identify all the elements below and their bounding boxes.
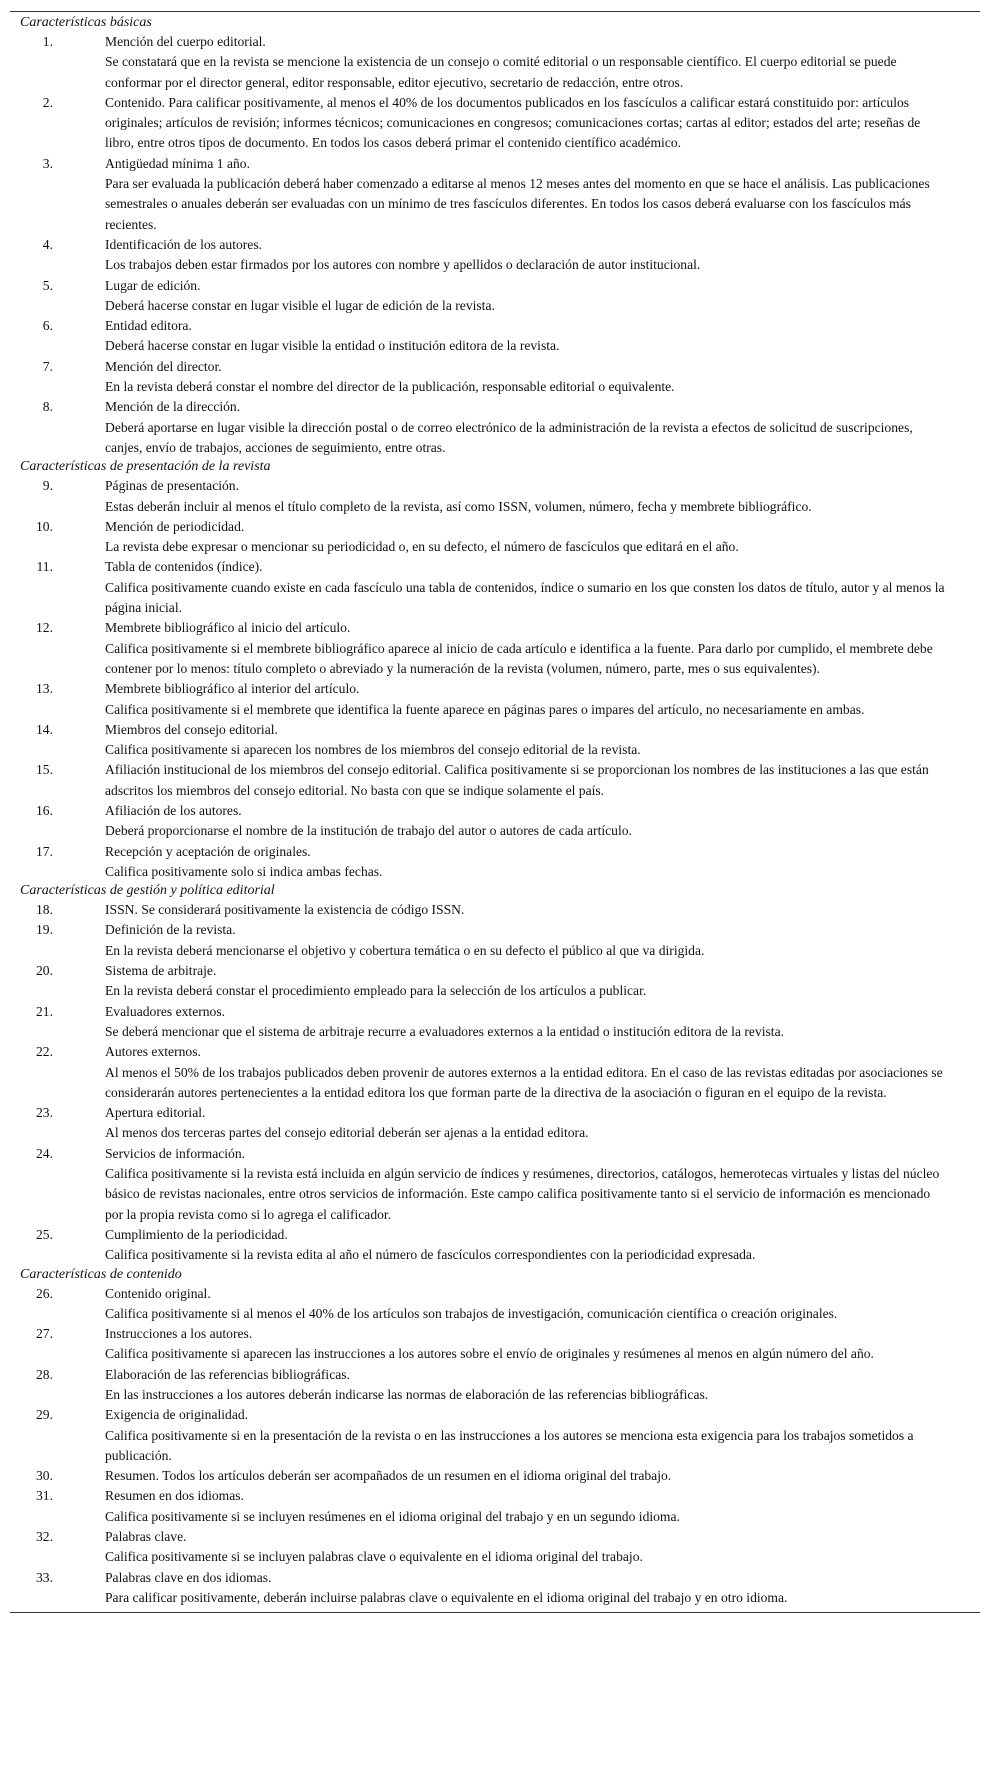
criterion-item (10, 842, 980, 883)
criterion-number: 32. (36, 1529, 53, 1545)
criterion-title: Mención de periodicidad. (105, 518, 245, 534)
criterion-title: Recepción y aceptación de originales. (105, 843, 311, 859)
criterion-title: Mención de la dirección. (105, 399, 241, 415)
criteria-table (10, 11, 980, 1613)
criterion-number: 21. (36, 1003, 53, 1019)
section-title: Características básicas (20, 15, 152, 30)
criterion-title: Resumen en dos idiomas. (105, 1488, 244, 1504)
criterion-number: 5. (42, 277, 53, 293)
criterion-body (105, 1486, 950, 1527)
criterion-body (105, 1527, 950, 1568)
criterion-body (105, 760, 950, 801)
criterion-item (10, 397, 980, 458)
criterion-item (10, 1284, 980, 1325)
criterion-item (10, 1568, 980, 1609)
section-title: Características de contenido (20, 1266, 182, 1282)
criterion-description: Califica positivamente si se incluyen palabras clave o equivalente en el idioma original del trabajo. (105, 1549, 643, 1565)
criterion-item (10, 1365, 980, 1406)
criterion-number: 3. (42, 155, 53, 171)
criterion-description: Se constatará que en la revista se mencione la existencia de un consejo o comité editorial o un responsable científico. El cuerpo editorial se puede conformar por el director general, editor responsable, editor ejecutivo, secretario de redacción, entre otros. (105, 54, 897, 90)
criterion-item (10, 1466, 980, 1486)
criterion-item (10, 720, 980, 761)
criterion-description: Califica positivamente si la revista edita al año el número de fascículos correspondientes con la periodicidad expresada. (105, 1247, 756, 1263)
criterion-title: Autores externos. (105, 1044, 201, 1060)
criterion-body (105, 1002, 950, 1043)
criterion-number: 7. (42, 358, 53, 374)
criterion-number: 11. (36, 559, 53, 575)
criterion-title: ISSN. Se considerará positivamente la existencia de código ISSN. (105, 902, 465, 918)
section-title: Características de presentación de la revista (20, 459, 271, 475)
criterion-description: La revista debe expresar o mencionar su periodicidad o, en su defecto, el número de fascículos que editará en el año. (105, 539, 739, 555)
criterion-number: 6. (42, 318, 53, 334)
criterion-body (105, 32, 950, 93)
criterion-number: 30. (36, 1468, 53, 1484)
criterion-number: 33. (36, 1569, 53, 1585)
criterion-description: En la revista deberá mencionarse el objetivo y cobertura temática o en su defecto el público al que va dirigida. (105, 942, 705, 958)
criterion-item (10, 1486, 980, 1527)
criterion-body (105, 93, 950, 154)
criterion-body (105, 357, 950, 398)
criterion-title: Membrete bibliográfico al inicio del artículo. (105, 620, 351, 636)
criterion-item (10, 1405, 980, 1466)
criterion-number: 15. (36, 762, 53, 778)
criterion-body (105, 801, 950, 842)
criterion-body (105, 961, 950, 1002)
criterion-description: Estas deberán incluir al menos el título completo de la revista, así como ISSN, volumen, número, fecha y membrete bibliográfico. (105, 498, 812, 514)
criterion-item (10, 154, 980, 235)
criterion-body (105, 1042, 950, 1103)
criterion-title: Cumplimiento de la periodicidad. (105, 1226, 288, 1242)
criterion-description: Para ser evaluada la publicación deberá haber comenzado a editarse al menos 12 meses antes del momento en que se hace el análisis. Las publicaciones semestrales o anuales deberán ser evaluadas con un mínimo de tres fascículos diferentes. En todos los casos deberá evaluarse con los fascículos más recientes. (105, 176, 930, 232)
criterion-title: Afiliación institucional de los miembros del consejo editorial. Califica positivamente si se proporcionan los nombres de las instituciones a las que están adscritos los miembros del consejo editorial. No basta con que se indique solamente el país. (105, 762, 929, 798)
criterion-description: En la revista deberá constar el nombre del director de la publicación, responsable editorial o equivalente. (105, 379, 675, 395)
criterion-description: Califica positivamente si la revista está incluida en algún servicio de índices y resúmenes, directorios, catálogos, hemerotecas virtuales y listas del núcleo básico de revistas nacionales, entre otros servicios de información. Este campo califica positivamente tanto si el servicio de información es mencionado por la propia revista como si lo agrega el calificador. (105, 1166, 940, 1222)
criterion-item (10, 357, 980, 398)
criterion-number: 8. (42, 399, 53, 415)
criterion-body (105, 316, 950, 357)
section-items (10, 476, 980, 882)
criterion-title: Elaboración de las referencias bibliográficas. (105, 1366, 350, 1382)
criterion-body (105, 900, 950, 920)
criterion-item (10, 760, 980, 801)
criterion-item (10, 679, 980, 720)
criterion-description: Los trabajos deben estar firmados por los autores con nombre y apellidos o declaración de autor institucional. (105, 257, 701, 273)
criterion-body (105, 618, 950, 679)
criterion-description: Califica positivamente si aparecen los nombres de los miembros del consejo editorial de la revista. (105, 742, 641, 758)
criterion-number: 14. (36, 721, 53, 737)
criterion-number: 29. (36, 1407, 53, 1423)
criterion-item (10, 1324, 980, 1365)
criterion-item (10, 557, 980, 618)
criterion-item (10, 900, 980, 920)
criterion-body (105, 1103, 950, 1144)
criterion-item (10, 961, 980, 1002)
criterion-body (105, 1284, 950, 1325)
criterion-title: Lugar de edición. (105, 277, 201, 293)
criterion-body (105, 920, 950, 961)
criterion-description: Califica positivamente si aparecen las instrucciones a los autores sobre el envío de originales y resúmenes al menos en algún número del año. (105, 1346, 874, 1362)
criterion-number: 2. (42, 94, 53, 110)
criterion-body (105, 397, 950, 458)
criterion-title: Antigüedad mínima 1 año. (105, 155, 250, 171)
criterion-description: Al menos el 50% de los trabajos publicados deben provenir de autores externos a la entidad editora. En el caso de las revistas editadas por asociaciones se considerarán autores pertenecientes a la entidad editora los que forman parte de la directiva de la asociación o figuran en el equipo de la revista. (105, 1064, 943, 1100)
criterion-item (10, 32, 980, 93)
criterion-description: Deberá aportarse en lugar visible la dirección postal o de correo electrónico de la administración de la revista a efectos de solicitud de suscripciones, canjes, envío de trabajos, acciones de seguimiento, entre otras. (105, 419, 913, 455)
criterion-title: Tabla de contenidos (índice). (105, 559, 263, 575)
section-title: Características de gestión y política editorial (20, 883, 275, 899)
criterion-number: 1. (42, 34, 53, 49)
criterion-item (10, 517, 980, 558)
criterion-description: Para calificar positivamente, deberán incluirse palabras clave o equivalente en el idioma original del trabajo y en otro idioma. (105, 1589, 788, 1605)
criterion-number: 27. (36, 1326, 53, 1342)
criterion-body (105, 842, 950, 883)
criterion-title: Páginas de presentación. (105, 478, 240, 494)
criterion-body (105, 517, 950, 558)
criterion-title: Evaluadores externos. (105, 1003, 226, 1019)
criterion-number: 9. (42, 478, 53, 494)
criterion-item (10, 1225, 980, 1266)
criterion-item (10, 316, 980, 357)
criterion-number: 4. (42, 236, 53, 252)
criterion-title: Entidad editora. (105, 318, 192, 334)
criterion-body (105, 476, 950, 517)
criterion-body (105, 1324, 950, 1365)
criterion-title: Identificación de los autores. (105, 236, 263, 252)
criterion-description: Califica positivamente si se incluyen resúmenes en el idioma original del trabajo y en un segundo idioma. (105, 1508, 680, 1524)
criterion-title: Definición de la revista. (105, 922, 236, 938)
criterion-item (10, 1144, 980, 1225)
criterion-item (10, 476, 980, 517)
criterion-description: En la revista deberá constar el procedimiento empleado para la selección de los artículos a publicar. (105, 983, 647, 999)
criterion-title: Miembros del consejo editorial. (105, 721, 278, 737)
criterion-description: Califica positivamente si en la presentación de la revista o en las instrucciones a los autores se menciona esta exigencia para los trabajos sometidos a publicación. (105, 1427, 914, 1463)
criteria-section (10, 882, 980, 1265)
criterion-description: Se deberá mencionar que el sistema de arbitraje recurre a evaluadores externos a la entidad o institución editora de la revista. (105, 1023, 785, 1039)
criterion-title: Palabras clave. (105, 1529, 187, 1545)
criterion-number: 10. (36, 518, 53, 534)
criterion-title: Afiliación de los autores. (105, 802, 242, 818)
criterion-item (10, 1527, 980, 1568)
criterion-body (105, 720, 950, 761)
criterion-number: 17. (36, 843, 53, 859)
section-items (10, 1284, 980, 1609)
criterion-item (10, 920, 980, 961)
criterion-item (10, 1103, 980, 1144)
criteria-section (10, 14, 980, 458)
criterion-body (105, 1144, 950, 1225)
criterion-title: Sistema de arbitraje. (105, 963, 217, 979)
criterion-body (105, 276, 950, 317)
criterion-description: En las instrucciones a los autores deberán indicarse las normas de elaboración de las referencias bibliográficas. (105, 1387, 709, 1402)
criterion-number: 18. (36, 902, 53, 918)
criterion-description: Califica positivamente si al menos el 40% de los artículos son trabajos de investigación, comunicación científica o creación originales. (105, 1305, 838, 1321)
criterion-number: 24. (36, 1145, 53, 1161)
section-items (10, 900, 980, 1265)
criterion-number: 22. (36, 1044, 53, 1060)
criterion-title: Mención del cuerpo editorial. (105, 34, 266, 49)
criterion-number: 31. (36, 1488, 53, 1504)
criterion-number: 23. (36, 1105, 53, 1121)
criterion-item (10, 276, 980, 317)
criterion-body (105, 235, 950, 276)
criterion-description: Califica positivamente cuando existe en cada fascículo una tabla de contenidos, índice o sumario en los que consten los datos de título, autor y al menos la página inicial. (105, 579, 945, 616)
criterion-item (10, 1042, 980, 1103)
criterion-number: 20. (36, 963, 53, 979)
criterion-description: Califica positivamente si el membrete que identifica la fuente aparece en páginas pares o impares del artículo, no necesariamente en ambas. (105, 701, 865, 717)
criterion-item (10, 235, 980, 276)
criterion-body (105, 679, 950, 720)
criterion-title: Contenido. Para calificar positivamente, al menos el 40% de los documentos publicados en los fascículos a calificar estará constituido por: artículos originales; artículos de revisión; informes técnicos; comunicaciones en congresos; comunicaciones cortas; cartas al editor; estados del arte; reseñas de libro, entre otros tipos de documento. En todos los casos deberá primar el contenido científico académico. (105, 94, 921, 151)
criterion-body (105, 1568, 950, 1609)
criterion-description: Califica positivamente si el membrete bibliográfico aparece al inicio de cada artículo e identifica a la fuente. Para darlo por cumplido, el membrete debe contener por lo menos: título completo o abreviado y la numeración de la revista (volumen, número, parte, mes o sus equivalentes). (105, 640, 933, 676)
criterion-description: Deberá hacerse constar en lugar visible el lugar de edición de la revista. (105, 297, 495, 313)
criterion-number: 19. (36, 922, 53, 938)
criterion-number: 12. (36, 620, 53, 636)
criterion-title: Membrete bibliográfico al interior del artículo. (105, 681, 360, 697)
criterion-title: Resumen. Todos los artículos deberán ser acompañados de un resumen en el idioma original del trabajo. (105, 1468, 672, 1484)
criterion-body (105, 1365, 950, 1406)
criterion-description: Deberá proporcionarse el nombre de la institución de trabajo del autor o autores de cada artículo. (105, 823, 632, 839)
criterion-title: Servicios de información. (105, 1145, 246, 1161)
criterion-title: Apertura editorial. (105, 1105, 206, 1121)
criterion-body (105, 154, 950, 235)
criterion-item (10, 618, 980, 679)
criterion-title: Instrucciones a los autores. (105, 1326, 253, 1342)
criterion-number: 26. (36, 1285, 53, 1301)
criterion-body (105, 1225, 950, 1266)
criterion-title: Exigencia de originalidad. (105, 1407, 249, 1423)
criterion-number: 16. (36, 802, 53, 818)
section-items (10, 32, 980, 458)
criterion-number: 13. (36, 681, 53, 697)
criteria-section (10, 458, 980, 882)
criterion-item (10, 801, 980, 842)
criteria-section (10, 1266, 980, 1609)
criterion-description: Califica positivamente solo si indica ambas fechas. (105, 863, 383, 879)
criterion-number: 28. (36, 1366, 53, 1382)
criterion-body (105, 1405, 950, 1466)
criterion-description: Deberá hacerse constar en lugar visible la entidad o institución editora de la revista. (105, 338, 560, 354)
criterion-title: Contenido original. (105, 1285, 211, 1301)
criterion-body (105, 557, 950, 618)
criterion-number: 25. (36, 1226, 53, 1242)
criterion-item (10, 1002, 980, 1043)
criterion-description: Al menos dos terceras partes del consejo editorial deberán ser ajenas a la entidad editora. (105, 1125, 589, 1141)
criterion-item (10, 93, 980, 154)
criterion-title: Mención del director. (105, 358, 222, 374)
criterion-body (105, 1466, 950, 1486)
criterion-title: Palabras clave en dos idiomas. (105, 1569, 272, 1585)
